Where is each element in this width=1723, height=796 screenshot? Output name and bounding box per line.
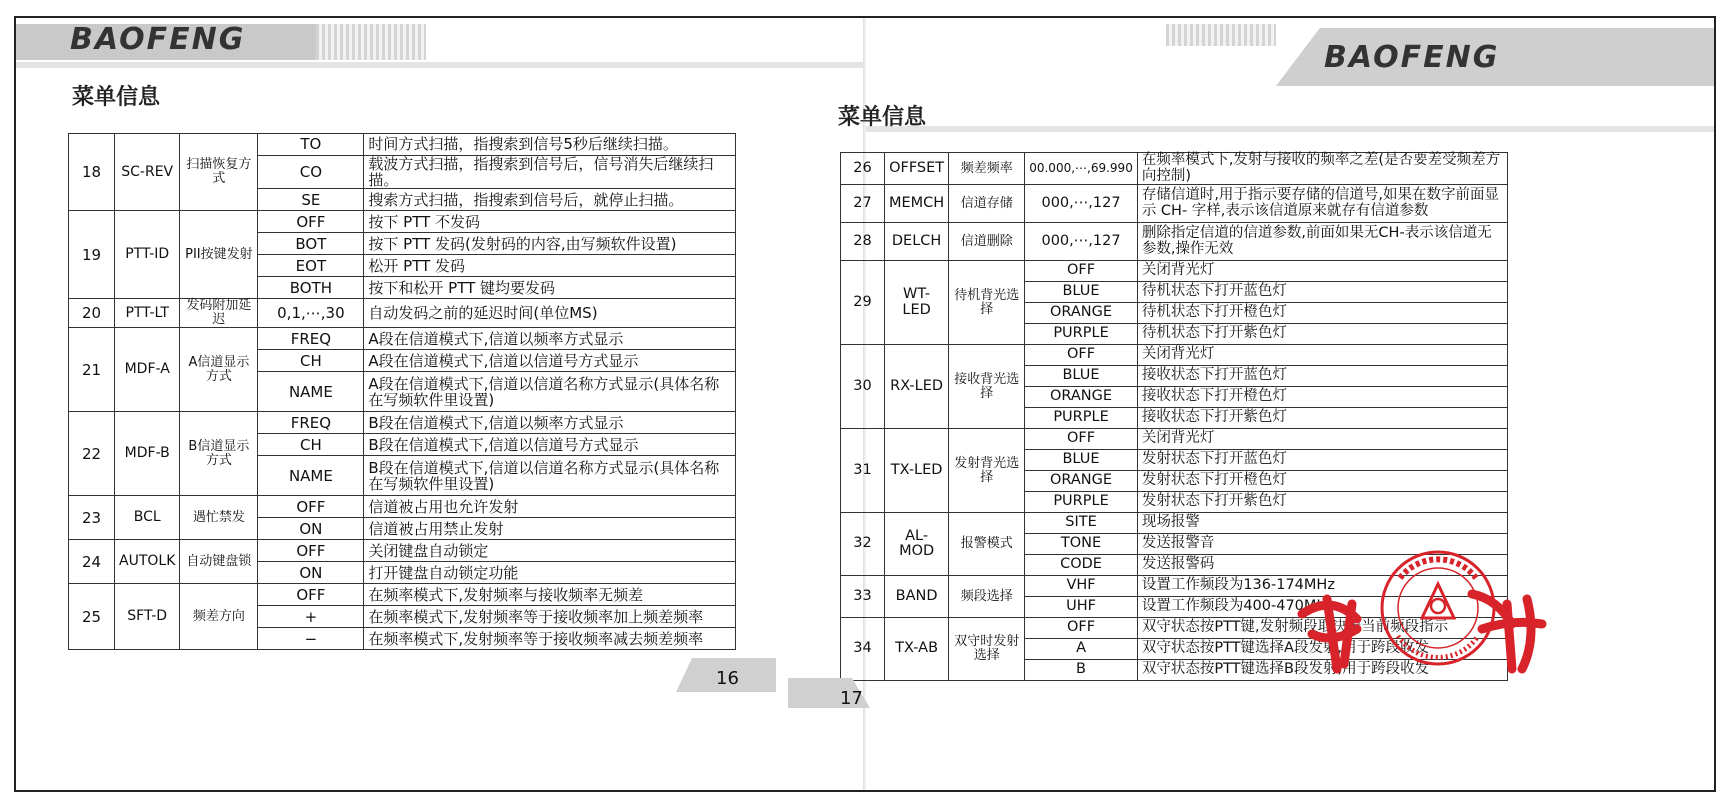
item-name: OFFSET (885, 153, 949, 185)
option-value: CH (258, 350, 364, 372)
option-value: 0,1,⋯,30 (258, 299, 364, 328)
item-name: AL-MOD (885, 513, 949, 576)
item-function: 双守时发射选择 (949, 618, 1025, 681)
table-row (69, 299, 736, 328)
item-number: 22 (69, 412, 115, 496)
option-value: CO (258, 156, 364, 189)
option-description: B段在信道模式下,信道以频率方式显示 (364, 412, 736, 434)
item-function: 发码附加延迟 (180, 299, 258, 328)
option-description: 按下和松开 PTT 键均要发码 (364, 277, 736, 299)
item-name: BAND (885, 576, 949, 618)
option-value: CODE (1025, 555, 1138, 576)
option-value: B (1025, 660, 1138, 681)
option-value: UHF (1025, 597, 1138, 618)
option-value: 000,⋯,127 (1025, 185, 1138, 223)
item-function: 频段选择 (949, 576, 1025, 618)
item-function: 扫描恢复方式 (180, 134, 258, 211)
header-rule (16, 62, 866, 68)
option-value: OFF (1025, 345, 1138, 366)
option-value: OFF (258, 584, 364, 606)
item-name: PTT-LT (115, 299, 180, 328)
option-description: 在频率模式下,发射频率等于接收频率减去频差频率 (364, 628, 736, 650)
option-value: BLUE (1025, 366, 1138, 387)
table-row (69, 134, 736, 156)
item-name: MEMCH (885, 185, 949, 223)
option-description: A段在信道模式下,信道以频率方式显示 (364, 328, 736, 350)
option-value: SE (258, 189, 364, 211)
page-16 (16, 18, 866, 790)
option-value: OFF (1025, 618, 1138, 639)
item-number: 27 (841, 185, 885, 223)
item-number: 21 (69, 328, 115, 412)
option-value: OFF (258, 496, 364, 518)
option-description: 发射状态下打开蓝色灯 (1137, 450, 1507, 471)
option-value: TONE (1025, 534, 1138, 555)
item-name: WT-LED (885, 261, 949, 345)
item-number: 31 (841, 429, 885, 513)
option-description: 时间方式扫描，指搜索到信号5秒后继续扫描。 (364, 134, 736, 156)
item-name: DELCH (885, 223, 949, 261)
option-value: 000,⋯,127 (1025, 223, 1138, 261)
item-number: 25 (69, 584, 115, 650)
option-description: 关闭背光灯 (1137, 345, 1507, 366)
option-description: 待机状态下打开橙色灯 (1137, 303, 1507, 324)
item-number: 20 (69, 299, 115, 328)
option-value: A (1025, 639, 1138, 660)
option-description: 发送报警码 (1137, 555, 1507, 576)
item-name: TX-AB (885, 618, 949, 681)
option-description: A段在信道模式下,信道以信道名称方式显示(具体名称在写频软件里设置) (364, 372, 736, 412)
table-row (841, 513, 1508, 534)
item-function: 遇忙禁发 (180, 496, 258, 540)
item-number: 33 (841, 576, 885, 618)
option-description: 在频率模式下,发射频率等于接收频率加上频差频率 (364, 606, 736, 628)
option-value: − (258, 628, 364, 650)
table-row (69, 211, 736, 233)
option-description: 按下 PTT 不发码 (364, 211, 736, 233)
item-number: 18 (69, 134, 115, 211)
option-description: 接收状态下打开紫色灯 (1137, 408, 1507, 429)
item-name: SFT-D (115, 584, 180, 650)
option-description: 信道被占用禁止发射 (364, 518, 736, 540)
option-description: 自动发码之前的延迟时间(单位MS) (364, 299, 736, 328)
option-description: 发射状态下打开紫色灯 (1137, 492, 1507, 513)
header-rule (866, 126, 1714, 132)
item-function: B信道显示方式 (180, 412, 258, 496)
item-number: 19 (69, 211, 115, 299)
option-description: 关闭背光灯 (1137, 261, 1507, 282)
item-name: PTT-ID (115, 211, 180, 299)
option-value: VHF (1025, 576, 1138, 597)
item-function: A信道显示方式 (180, 328, 258, 412)
option-value: SITE (1025, 513, 1138, 534)
item-function: 发射背光选择 (949, 429, 1025, 513)
brand-logo: BAOFENG (1324, 40, 1500, 75)
item-name: SC-REV (115, 134, 180, 211)
option-value: PURPLE (1025, 492, 1138, 513)
item-number: 29 (841, 261, 885, 345)
option-description: 发送报警音 (1137, 534, 1507, 555)
table-row (69, 540, 736, 562)
option-value: OFF (1025, 261, 1138, 282)
option-value: ON (258, 562, 364, 584)
item-function: 接收背光选择 (949, 345, 1025, 429)
option-description: 按下 PTT 发码(发射码的内容,由写频软件设置) (364, 233, 736, 255)
option-value: ORANGE (1025, 471, 1138, 492)
option-value: NAME (258, 372, 364, 412)
option-description: 在频率模式下,发射频率与接收频率无频差 (364, 584, 736, 606)
option-description: 关闭键盘自动锁定 (364, 540, 736, 562)
option-value: FREQ (258, 412, 364, 434)
option-description: 接收状态下打开蓝色灯 (1137, 366, 1507, 387)
item-function: 报警模式 (949, 513, 1025, 576)
option-description: 待机状态下打开蓝色灯 (1137, 282, 1507, 303)
option-value: ORANGE (1025, 387, 1138, 408)
option-value: ON (258, 518, 364, 540)
item-name: AUTOLK (115, 540, 180, 584)
option-description: 在频率模式下,发射与接收的频率之差(是否要差受频差方向控制) (1137, 153, 1507, 185)
option-description: A段在信道模式下,信道以信道号方式显示 (364, 350, 736, 372)
table-row (69, 584, 736, 606)
page-number: 16 (716, 668, 739, 689)
option-value: BOTH (258, 277, 364, 299)
option-value: PURPLE (1025, 408, 1138, 429)
option-value: CH (258, 434, 364, 456)
option-value: PURPLE (1025, 324, 1138, 345)
item-name: MDF-B (115, 412, 180, 496)
item-name: MDF-A (115, 328, 180, 412)
page-number: 17 (840, 688, 863, 709)
option-value: BOT (258, 233, 364, 255)
item-number: 28 (841, 223, 885, 261)
item-number: 34 (841, 618, 885, 681)
option-description: 待机状态下打开紫色灯 (1137, 324, 1507, 345)
item-function: 频差频率 (949, 153, 1025, 185)
table-row (841, 345, 1508, 366)
section-title: 菜单信息 (72, 85, 161, 110)
table-row (841, 153, 1508, 185)
option-value: ORANGE (1025, 303, 1138, 324)
option-description: B段在信道模式下,信道以信道号方式显示 (364, 434, 736, 456)
option-value: OFF (258, 540, 364, 562)
header-stripes (1166, 24, 1276, 46)
item-name: BCL (115, 496, 180, 540)
option-description: 双守状态按PTT键选择A段发射,用于跨段收发 (1137, 639, 1507, 660)
option-value: OFF (258, 211, 364, 233)
item-name: RX-LED (885, 345, 949, 429)
option-value: 00.000,⋯,69.990 (1025, 153, 1138, 185)
option-value: BLUE (1025, 450, 1138, 471)
section-title: 菜单信息 (838, 105, 927, 130)
item-number: 30 (841, 345, 885, 429)
option-description: B段在信道模式下,信道以信道名称方式显示(具体名称在写频软件里设置) (364, 456, 736, 496)
option-description: 现场报警 (1137, 513, 1507, 534)
option-value: EOT (258, 255, 364, 277)
item-number: 26 (841, 153, 885, 185)
table-row (69, 412, 736, 434)
item-number: 24 (69, 540, 115, 584)
option-description: 关闭背光灯 (1137, 429, 1507, 450)
table-row (841, 185, 1508, 223)
option-description: 搜索方式扫描，指搜索到信号后，就停止扫描。 (364, 189, 736, 211)
item-function: 待机背光选择 (949, 261, 1025, 345)
option-description: 删除指定信道的信道参数,前面如果无CH-表示该信道无参数,操作无效 (1137, 223, 1507, 261)
option-description: 设置工作频段为400-470MHz (1137, 597, 1507, 618)
option-description: 打开键盘自动锁定功能 (364, 562, 736, 584)
club-seal (1378, 548, 1498, 668)
option-value: + (258, 606, 364, 628)
header-stripes (316, 24, 426, 60)
item-function: 信道存储 (949, 185, 1025, 223)
table-row (841, 261, 1508, 282)
option-description: 信道被占用也允许发射 (364, 496, 736, 518)
table-row (69, 328, 736, 350)
option-description: 双守状态按PTT键选择B段发射,用于跨段收发 (1137, 660, 1507, 681)
item-number: 32 (841, 513, 885, 576)
page-17 (838, 18, 1714, 790)
option-description: 双守状态按PTT键,发射频段取决于当前频段指示 (1137, 618, 1507, 639)
option-description: 载波方式扫描，指搜索到信号后，信号消失后继续扫描。 (364, 156, 736, 189)
option-description: 松开 PTT 发码 (364, 255, 736, 277)
item-function: 频差方向 (180, 584, 258, 650)
item-function: PII按键发射 (180, 211, 258, 299)
option-value: OFF (1025, 429, 1138, 450)
table-row (841, 223, 1508, 261)
table-row (841, 429, 1508, 450)
option-description: 接收状态下打开橙色灯 (1137, 387, 1507, 408)
item-function: 信道删除 (949, 223, 1025, 261)
menu-table-left (68, 133, 736, 650)
brand-logo: BAOFENG (70, 22, 246, 57)
item-number: 23 (69, 496, 115, 540)
item-function: 自动键盘锁 (180, 540, 258, 584)
option-value: FREQ (258, 328, 364, 350)
option-value: TO (258, 134, 364, 156)
option-value: BLUE (1025, 282, 1138, 303)
option-description: 设置工作频段为136-174MHz (1137, 576, 1507, 597)
option-value: NAME (258, 456, 364, 496)
option-description: 存储信道时,用于指示要存储的信道号,如果在数字前面显示 CH- 字样,表示该信道原来就存有信道参数 (1137, 185, 1507, 223)
option-description: 发射状态下打开橙色灯 (1137, 471, 1507, 492)
item-name: TX-LED (885, 429, 949, 513)
table-row (69, 496, 736, 518)
